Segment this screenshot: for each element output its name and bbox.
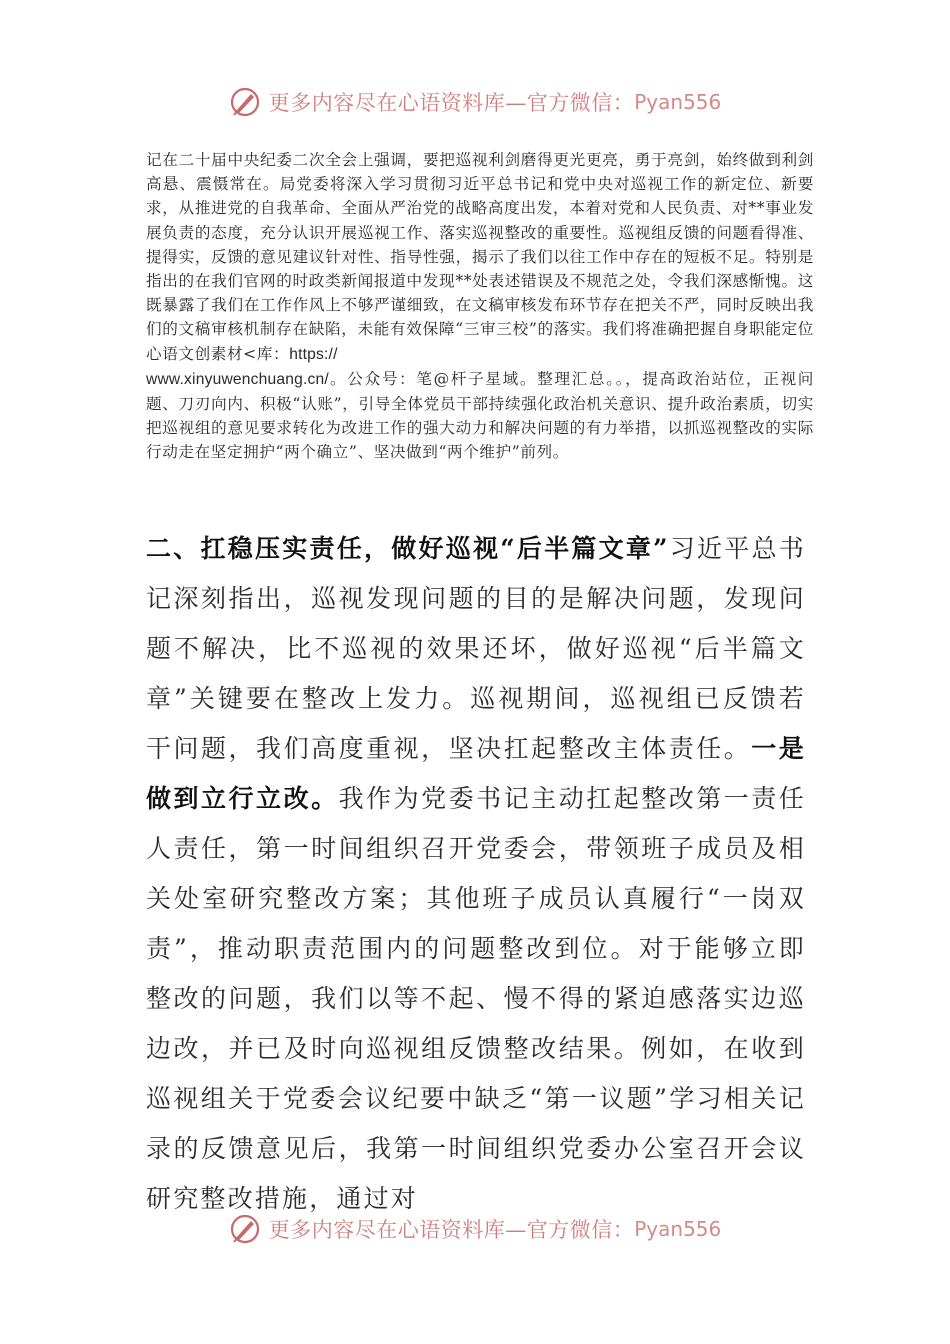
intro-paragraph <box>146 148 814 465</box>
section-bold-point: 一是做到立行立改。 <box>146 734 806 813</box>
banner-text: 更多内容尽在心语资料库—官方微信： <box>268 91 635 115</box>
header-banner <box>0 82 950 122</box>
pen-logo-icon <box>229 1213 261 1245</box>
section-two <box>146 524 806 1224</box>
intro-url-part1: https:// <box>289 345 338 363</box>
footer-banner <box>0 1209 950 1249</box>
intro-text-part1: 记在二十届中央纪委二次全会上强调，要把巡视利剑磨得更光更亮，勇于亮剑，始终做到利剑高悬、震慑常在。局党委将深入学习贯彻习近平总书记和党中央对巡视工作的新定位、新要求，从推进党的自我革命、全面从严治党的战略高度出发，本着对党和人民负责、对**事业发展负责的态度，充分认识开展巡视工作、落实巡视整改的重要性。巡视组反馈的问题看得准、提得实，反馈的意见建议针对性、指导性强，揭示了我们以往工作中存在的短板不足。特别是指出的在我们官网的时政类新闻报道中发现**处表述错误及不规范之处，令我们深感惭愧。这既暴露了我们在工作作风上不够严谨细致，在文稿审核发布环节存在把关不严，同时反映出我们的文稿审核机制存在缺陷，未能有效保障“三审三校”的落实。我们将准确把握自身职能定位心语文创素材<库： <box>146 151 814 363</box>
section-heading: 二、扛稳压实责任，做好巡视“后半篇文章” <box>146 534 670 563</box>
footer-wechat-id: Pyan556 <box>634 1217 722 1241</box>
intro-text-part2: 。公众号：笔@杆子星域。整理汇总。。，提高政治站位，正视问题、刀刃向内、积极“认账”，引导全体党员干部持续强化政治机关意识、提升政治素质，切实把巡视组的意见要求转化为改进工作的强大动力和解决问题的有力举措，以抓巡视整改的实际行动走在坚定拥护“两个确立”、坚决做到“两个维护”前列。 <box>146 369 814 462</box>
pen-logo-icon <box>229 86 261 118</box>
intro-url-part2: www.xinyuwenchuang.cn/ <box>146 370 329 388</box>
wechat-id: Pyan556 <box>634 90 722 114</box>
section-text-1: 习近平总书记深刻指出，巡视发现问题的目的是解决问题，发现问题不解决，比不巡视的效果还坏，做好巡视“后半篇文章”关键要在整改上发力。巡视期间，巡视组已反馈若干问题，我们高度重视，坚决扛起整改主体责任。 <box>146 534 806 763</box>
section-text-2: 我作为党委书记主动扛起整改第一责任人责任，第一时间组织召开党委会，带领班子成员及相关处室研究整改方案；其他班子成员认真履行“一岗双责”，推动职责范围内的问题整改到位。对于能够立即整改的问题，我们以等不起、慢不得的紧迫感落实边巡边改，并已及时向巡视组反馈整改结果。例如，在收到巡视组关于党委会议纪要中缺乏“第一议题”学习相关记录的反馈意见后，我第一时间组织党委办公室召开会议研究整改措施，通过对 <box>146 784 806 1213</box>
footer-banner-text: 更多内容尽在心语资料库—官方微信： <box>268 1218 635 1242</box>
